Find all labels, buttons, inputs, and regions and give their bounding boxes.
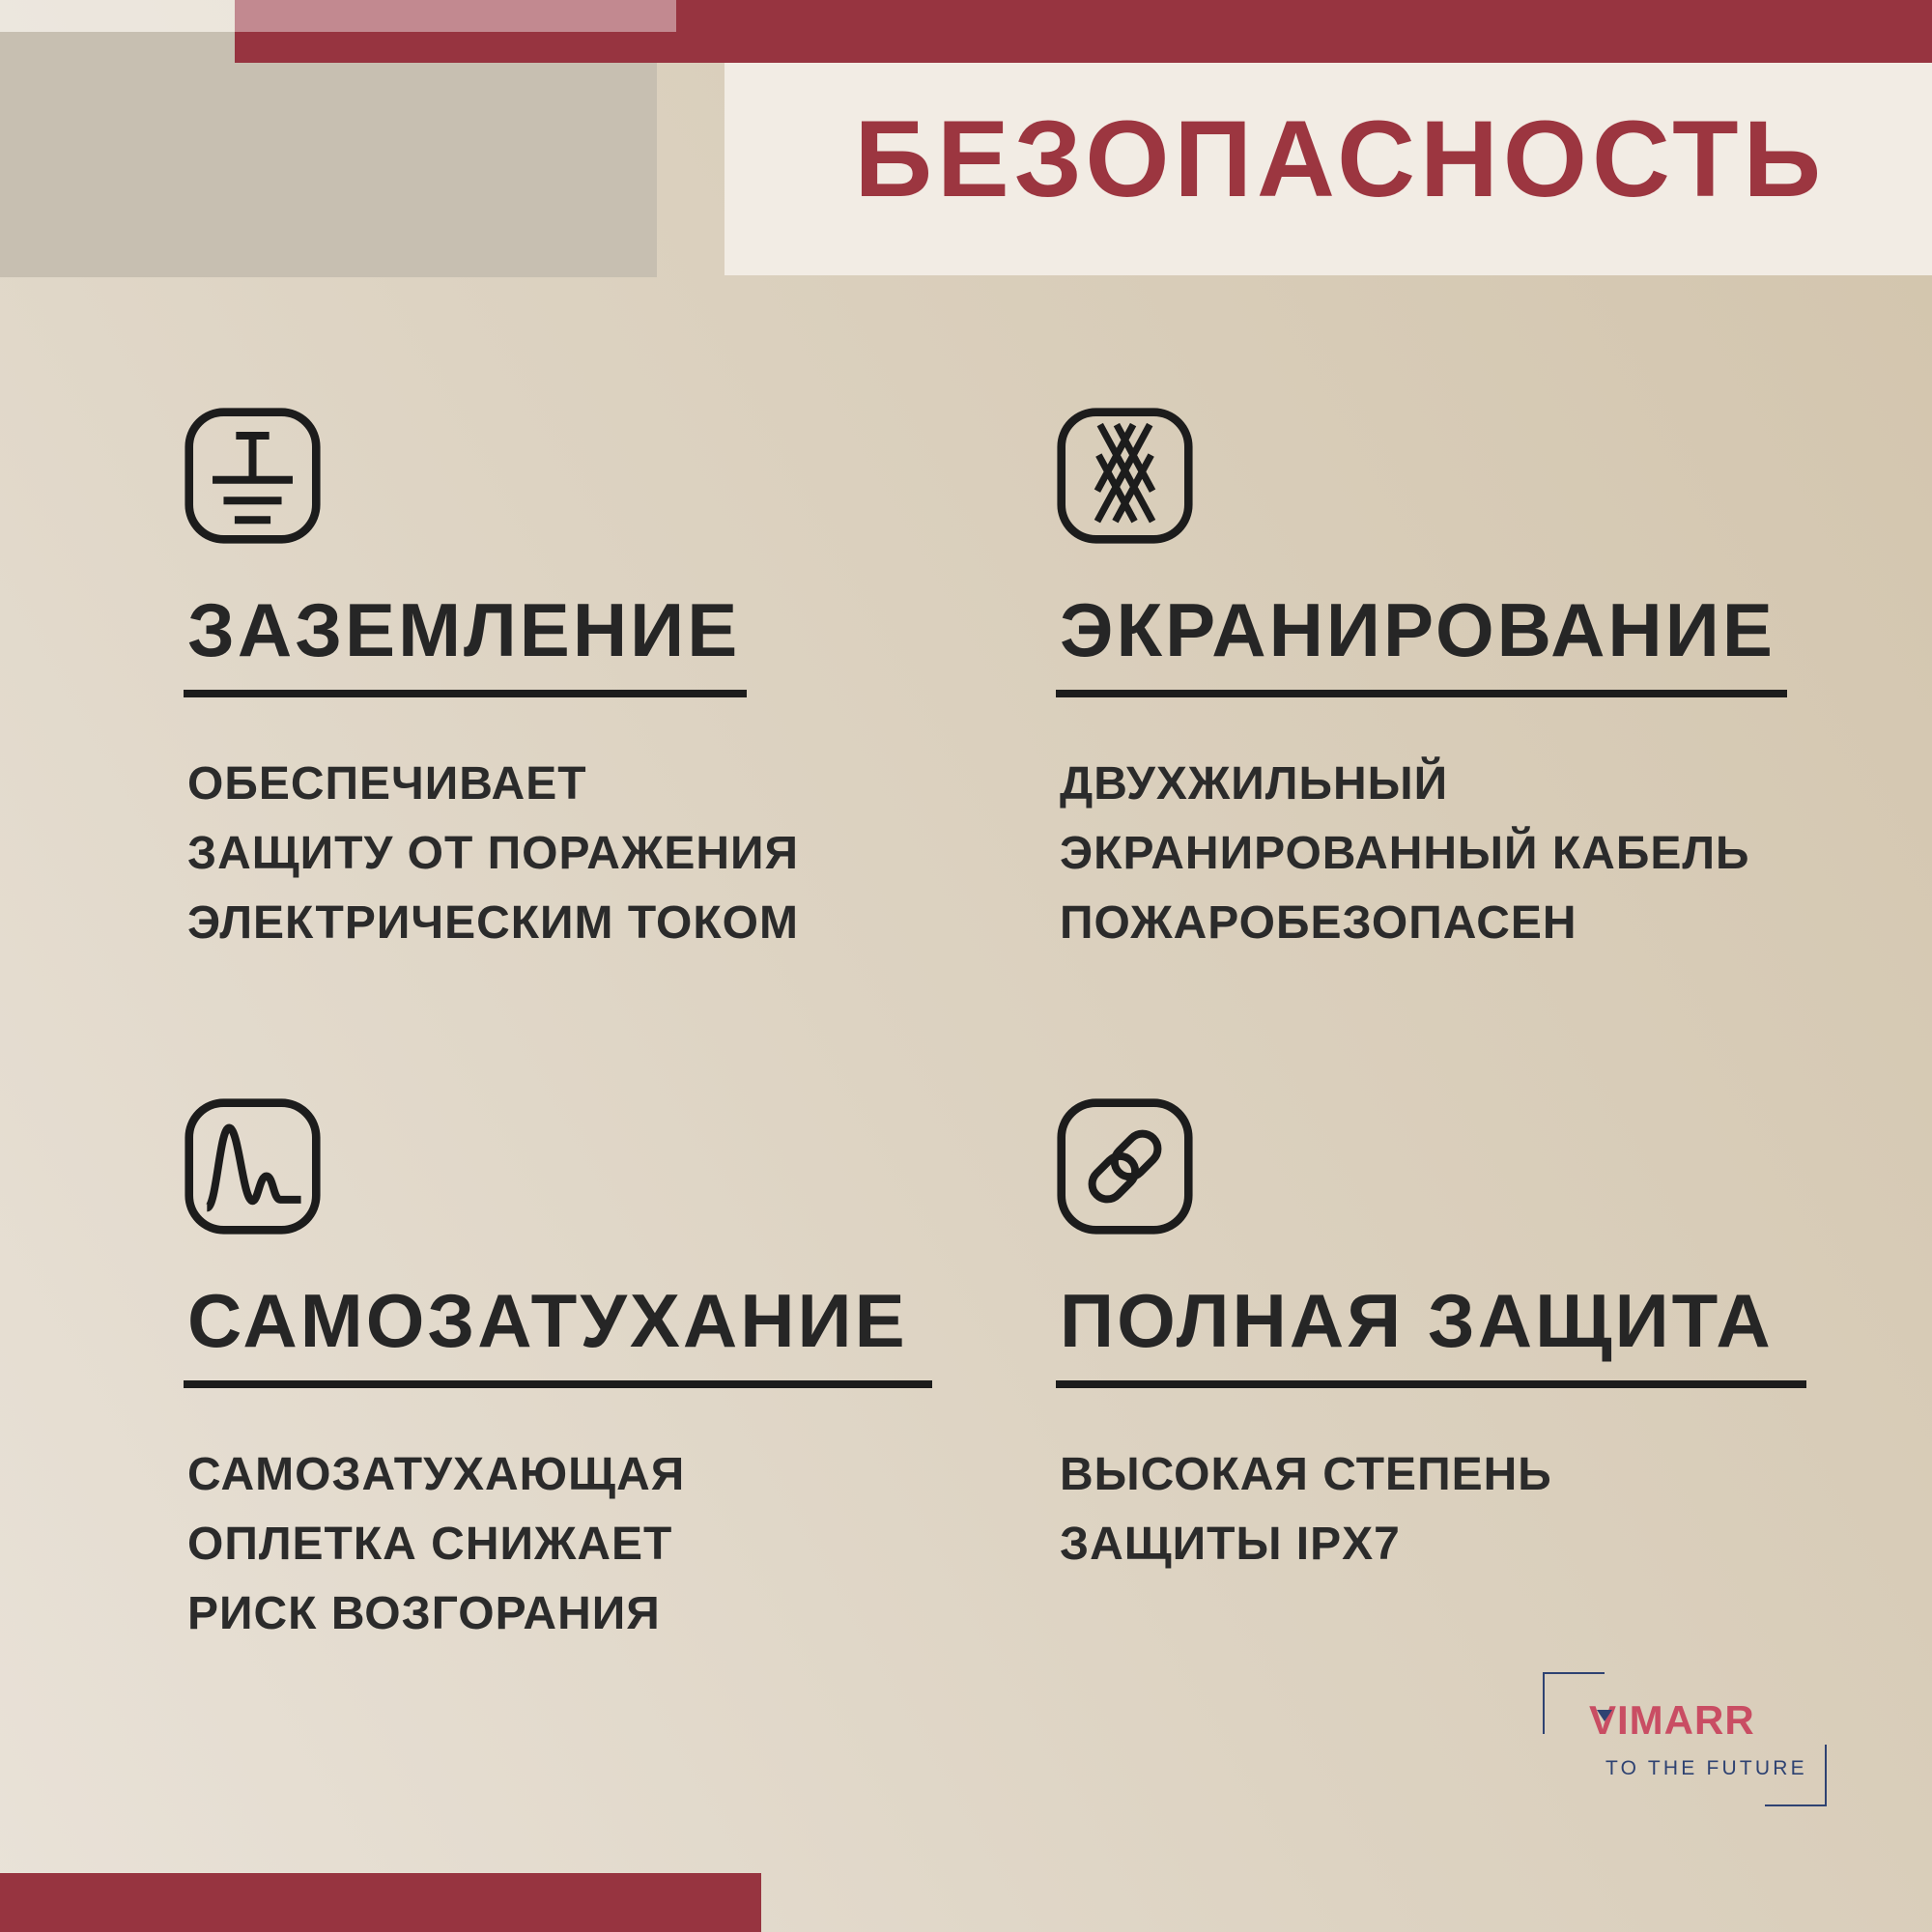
heading-underline [1056, 1380, 1806, 1388]
decor-bottom-red-bar [0, 1873, 761, 1932]
section-self-extinguishing [184, 1097, 1053, 1774]
section-body [187, 1440, 685, 1649]
heading-underline [184, 1380, 932, 1388]
section-body [1060, 1440, 1552, 1579]
brand-logo-text: VIMARR [1589, 1697, 1755, 1743]
shield-mesh-icon [1056, 407, 1194, 545]
heading-underline [184, 690, 747, 697]
body-line: ОПЛЕТКА СНИЖАЕТ [187, 1519, 673, 1570]
brand-tagline: TO THE FUTURE [1605, 1757, 1807, 1779]
damped-wave-icon [184, 1097, 322, 1236]
section-heading: ЭКРАНИРОВАНИЕ [1060, 587, 1776, 672]
page-title: БЕЗОПАСНОСТЬ [854, 99, 1826, 219]
body-line: РИСК ВОЗГОРАНИЯ [187, 1588, 661, 1639]
body-line: ЭЛЕКТРИЧЕСКИМ ТОКОМ [187, 897, 799, 949]
body-line: ЗАЩИТУ ОТ ПОРАЖЕНИЯ [187, 828, 800, 879]
logo-corner-bracket-bottom-right [1765, 1745, 1827, 1806]
body-line: САМОЗАТУХАЮЩАЯ [187, 1449, 686, 1500]
body-line: ПОЖАРОБЕЗОПАСЕН [1060, 897, 1577, 949]
section-full-protection [1056, 1097, 1925, 1774]
ground-earth-icon [184, 407, 322, 545]
brand-logo-v-triangle-icon [1597, 1710, 1612, 1721]
heading-underline [1056, 690, 1787, 697]
section-body [187, 750, 799, 958]
decor-top-light-strip [0, 0, 676, 32]
decor-tan-square [0, 32, 657, 277]
section-grounding [184, 407, 1053, 1083]
section-heading: ЗАЗЕМЛЕНИЕ [187, 587, 741, 672]
body-line: ВЫСОКАЯ СТЕПЕНЬ [1060, 1449, 1552, 1500]
section-shielding [1056, 407, 1925, 1083]
body-line: ОБЕСПЕЧИВАЕТ [187, 758, 587, 810]
body-line: ЗАЩИТЫ IPX7 [1060, 1519, 1401, 1570]
section-heading: САМОЗАТУХАНИЕ [187, 1278, 908, 1363]
title-panel [724, 63, 1932, 275]
chain-link-icon [1056, 1097, 1194, 1236]
body-line: ДВУХЖИЛЬНЫЙ [1060, 758, 1449, 810]
section-heading: ПОЛНАЯ ЗАЩИТА [1060, 1278, 1774, 1363]
body-line: ЭКРАНИРОВАННЫЙ КАБЕЛЬ [1060, 828, 1750, 879]
section-body [1060, 750, 1750, 958]
